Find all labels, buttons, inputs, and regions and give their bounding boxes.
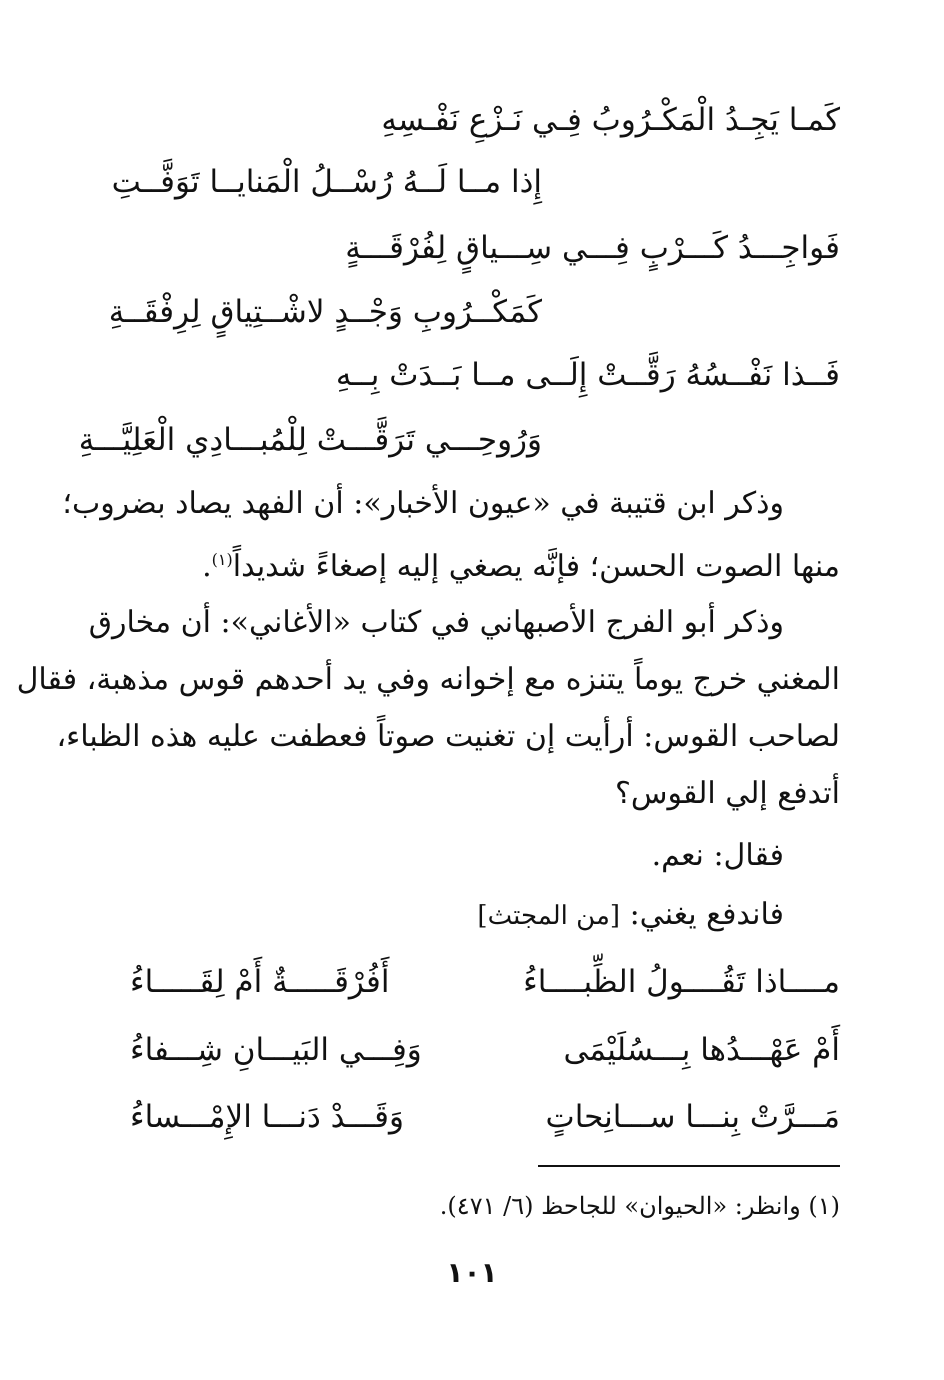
meter-label: [من المجتث] — [477, 901, 621, 931]
couplet-1-first: مــــاذا تَقُــــولُ الظِّبــــاءُ — [523, 964, 840, 1000]
reply-line: فقال: نعم. — [651, 838, 784, 873]
footnote-divider — [538, 1165, 840, 1167]
couplet-2-first: أَمْ عَهْـــدُها بِـــسُلَيْمَى — [563, 1032, 840, 1068]
verse-line-2: إِذا مــا لَــهُ رُسْــلُ الْمَنايــا تَوَفَّــتِ — [111, 164, 542, 200]
verse-line-6: وَرُوحِـــي تَرَقَّـــتْ لِلْمُبـــادِي الْعَلِيَّـــةِ — [78, 422, 542, 458]
couplet-2-second: وَفِـــي البَيـــانِ شِـــفاءُ — [130, 1032, 422, 1068]
footnote: (١) وانظر: «الحيوان» للجاحظ (٦/ ٤٧١). — [439, 1192, 840, 1220]
verse-line-1: كَمـا يَجِـدُ الْمَكْـرُوبُ فِـي نَـزْعِ نَفْـسِهِ — [381, 102, 840, 138]
couplet-1-second: أَفُرْقَـــــةٌ أَمْ لِقَـــــاءُ — [130, 964, 390, 1000]
footnote-marker: (١) — [211, 550, 233, 569]
page-number: ١٠١ — [446, 1256, 498, 1289]
song-intro-line — [74, 895, 784, 936]
paragraph-2-line-3: لصاحب القوس: أرأيت إن تغنيت صوتاً فعطفت عليه هذه الظباء، — [56, 719, 840, 754]
couplet-3-first: مَـــرَّتْ بِنـــا ســـانِحاتٍ — [545, 1099, 840, 1135]
paragraph-1-line-2 — [130, 540, 840, 587]
paragraph-1-end: . — [202, 549, 212, 584]
paragraph-2-line-4: أتدفع إلي القوس؟ — [615, 776, 840, 811]
verse-line-4: كَمَكْــرُوبِ وَجْــدٍ لاشْــتِياقٍ لِرِفْقَــةِ — [108, 294, 542, 330]
paragraph-1-line-1: وذكر ابن قتيبة في «عيون الأخبار»: أن الفهد يصاد بضروب؛ — [62, 486, 784, 521]
verse-line-3: فَواجِـــدُ كَـــرْبٍ فِـــي سِـــياقٍ لِفُرْقَـــةٍ — [345, 230, 840, 266]
verse-line-5: فَــذا نَفْــسُهُ رَقَّــتْ إِلَــى مــا بَــدَتْ بِــهِ — [335, 357, 840, 393]
paragraph-1-text: منها الصوت الحسن؛ فإنَّه يصغي إليه إصغاءً شديداً — [232, 549, 840, 584]
paragraph-2-line-1: وذكر أبو الفرج الأصبهاني في كتاب «الأغاني»: أن مخارق — [88, 605, 784, 640]
song-intro: فاندفع يغني: — [629, 897, 784, 932]
paragraph-2-line-2: المغني خرج يوماً يتنزه مع إخوانه وفي يد أحدهم قوس مذهبة، فقال — [16, 662, 840, 697]
couplet-3-second: وَقَـــدْ دَنـــا الإِمْـــساءُ — [130, 1099, 404, 1135]
